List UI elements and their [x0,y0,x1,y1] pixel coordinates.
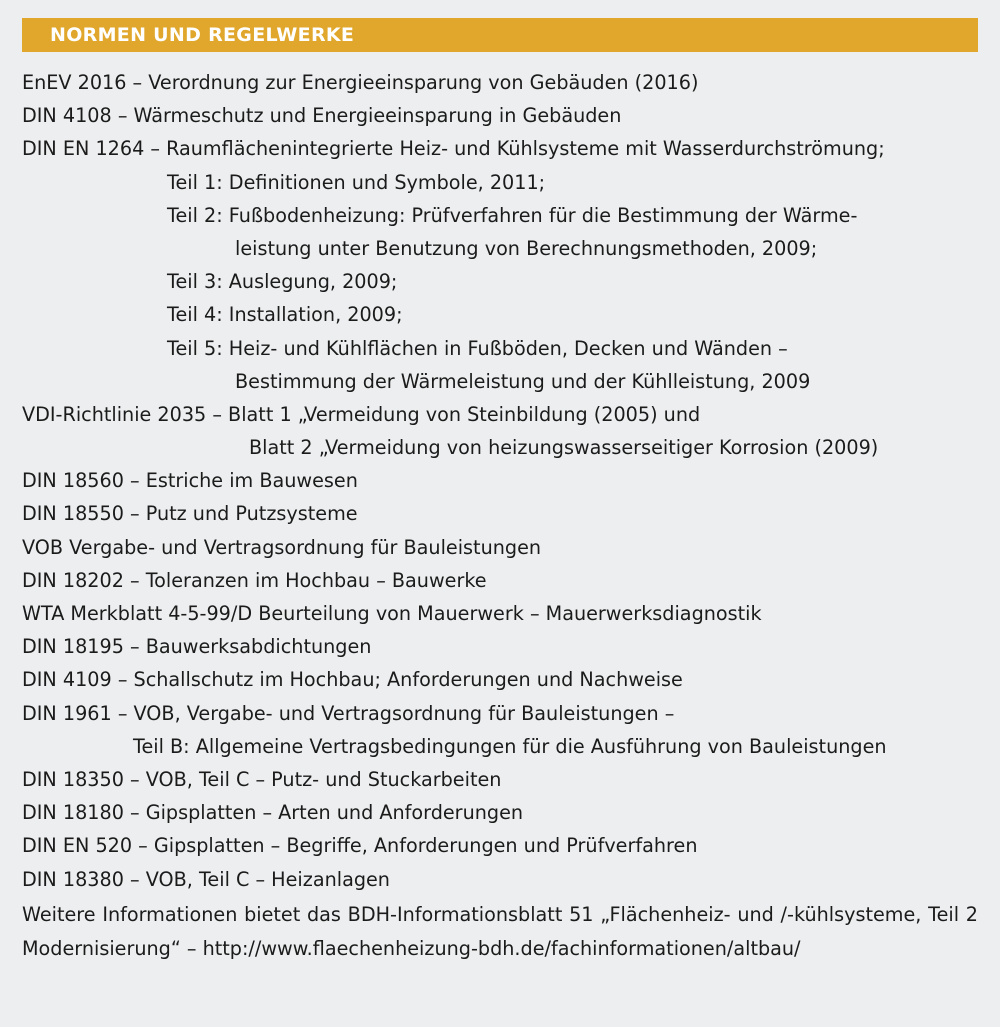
standard-sub-entry: Blatt 2 „Vermeidung von heizungswasserseitiger Korrosion (2009) [249,436,879,460]
standard-entry: DIN EN 1264 – Raumflächenintegrierte Heiz- und Kühlsysteme mit Wasserdurchströmung; [22,137,885,161]
standard-entry: DIN 18550 – Putz und Putzsysteme [22,502,358,526]
standard-sub-entry: Teil B: Allgemeine Vertragsbedingungen für die Ausführung von Bauleistungen [133,734,887,758]
standard-entry: DIN 18380 – VOB, Teil C – Heizanlagen [22,867,390,891]
standard-sub-entry: Teil 5: Heiz- und Kühlflächen in Fußböden, Decken und Wänden – [167,336,788,360]
standard-entry: VOB Vergabe- und Vertragsordnung für Bauleistungen [22,535,542,559]
standard-entry: DIN 18202 – Toleranzen im Hochbau – Bauwerke [22,568,487,592]
standard-entry: DIN 1961 – VOB, Vergabe- und Vertragsordnung für Bauleistungen – [22,701,675,725]
standard-entry: DIN 4108 – Wärmeschutz und Energieeinsparung in Gebäuden [22,104,622,128]
standard-sub-entry: Teil 2: Fußbodenheizung: Prüfverfahren für die Bestimmung der Wärme- [167,203,858,227]
further-information-note: Weitere Informationen bietet das BDH-Informationsblatt 51 „Flächenheiz- und /-kühlsysteme, Teil 2 Modernisierung“ – http://www.flaechenheizung-bdh.de/fachinformationen/altbau/ [22,903,978,960]
standard-entry: DIN 4109 – Schallschutz im Hochbau; Anforderungen und Nachweise [22,668,683,692]
standard-entry: DIN 18180 – Gipsplatten – Arten und Anforderungen [22,801,524,825]
standard-sub-entry: Teil 3: Auslegung, 2009; [167,270,398,294]
standard-entry: DIN 18560 – Estriche im Bauwesen [22,469,358,493]
standard-entry: DIN 18350 – VOB, Teil C – Putz- und Stuckarbeiten [22,767,502,791]
standard-entry: EnEV 2016 – Verordnung zur Energieeinsparung von Gebäuden (2016) [22,71,699,94]
section-header-bar [22,18,978,52]
standard-entry: VDI-Richtlinie 2035 – Blatt 1 „Vermeidung von Steinbildung (2005) und [22,402,701,426]
standards-list [22,66,982,896]
section-title: NORMEN UND REGELWERKE [50,24,355,46]
standard-sub-entry: Teil 1: Definitionen und Symbole, 2011; [167,170,546,194]
standard-sub-entry: Bestimmung der Wärmeleistung und der Kühlleistung, 2009 [235,369,811,393]
standard-entry: DIN 18195 – Bauwerksabdichtungen [22,635,372,659]
standard-entry: DIN EN 520 – Gipsplatten – Begriffe, Anforderungen und Prüfverfahren [22,834,698,858]
standard-sub-entry: Teil 4: Installation, 2009; [167,303,403,327]
standard-entry: WTA Merkblatt 4-5-99/D Beurteilung von Mauerwerk – Mauerwerksdiagnostik [22,602,762,625]
standard-sub-entry: leistung unter Benutzung von Berechnungsmethoden, 2009; [235,236,818,260]
